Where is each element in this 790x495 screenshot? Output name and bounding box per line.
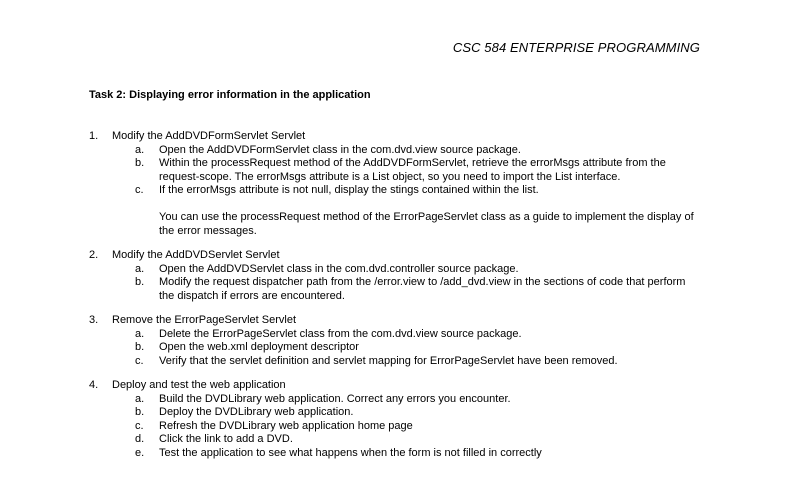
substep — [89, 406, 699, 420]
substep — [89, 184, 699, 198]
substep-letter: c. — [135, 419, 144, 432]
substep-letter: e. — [135, 446, 145, 459]
substep-list — [89, 393, 699, 461]
step-number: 2. — [89, 249, 99, 261]
substep-letter: a. — [135, 262, 145, 275]
substep-letter: b. — [135, 276, 145, 288]
substep — [89, 341, 699, 355]
substep-letter: b. — [135, 157, 145, 169]
substep-letter: c. — [135, 184, 144, 196]
substep — [89, 420, 699, 434]
step-1 — [89, 130, 699, 238]
substep-list — [89, 328, 699, 369]
substep-letter: b. — [135, 406, 145, 418]
substep — [89, 393, 699, 407]
step-title: Remove the ErrorPageServlet Servlet — [112, 314, 297, 326]
substep-text: Test the application to see what happens when the form is not filled in correctly — [159, 446, 542, 459]
substep-text: Open the AddDVDServlet class in the com.dvd.controller source package. — [159, 262, 519, 275]
step-note: You can use the processRequest method of the ErrorPageServlet class as a guide to implement the display of the error messages. — [159, 211, 694, 237]
substep-text: Within the processRequest method of the AddDVDFormServlet, retrieve the errorMsgs attribute from the request-scope. The errorMsgs attribute is a List object, so you need to import the List interface. — [159, 157, 666, 183]
substep — [89, 144, 699, 158]
substep-text: Build the DVDLibrary web application. Correct any errors you encounter. — [159, 392, 511, 405]
substep-text: Open the AddDVDFormServlet class in the com.dvd.view source package. — [159, 143, 521, 156]
substep-text: Deploy the DVDLibrary web application. — [159, 406, 354, 418]
step-title: Modify the AddDVDFormServlet Servlet — [112, 130, 306, 142]
substep-letter: a. — [135, 143, 145, 156]
substep — [89, 263, 699, 277]
step-number: 1. — [89, 130, 99, 142]
substep-text: Open the web.xml deployment descriptor — [159, 341, 359, 353]
substep-text: Verify that the servlet definition and servlet mapping for ErrorPageServlet have been removed. — [159, 354, 618, 367]
substep-list — [89, 144, 699, 198]
step-number: 4. — [89, 379, 99, 391]
course-header: CSC 584 ENTERPRISE PROGRAMMING — [452, 40, 700, 55]
substep — [89, 355, 699, 369]
substep-letter: c. — [135, 354, 144, 367]
step-title: Modify the AddDVDServlet Servlet — [112, 249, 280, 261]
substep-list — [89, 263, 699, 304]
substep — [89, 276, 699, 303]
task-title: Task 2: Displaying error information in the application — [89, 89, 371, 101]
substep — [89, 447, 699, 461]
step-4 — [89, 379, 699, 460]
substep-letter: b. — [135, 341, 145, 353]
substep-text: If the errorMsgs attribute is not null, display the stings contained within the list. — [159, 184, 539, 196]
substep-text: Refresh the DVDLibrary web application home page — [159, 419, 413, 432]
step-number: 3. — [89, 314, 99, 326]
step-list — [89, 130, 699, 471]
substep-text: Click the link to add a DVD. — [159, 433, 293, 445]
substep-letter: d. — [135, 433, 145, 445]
substep-text: Modify the request dispatcher path from the /error.view to /add_dvd.view in the sections of code that perform the dispatch if errors are encountered. — [159, 276, 686, 302]
substep — [89, 157, 699, 184]
substep — [89, 433, 699, 447]
substep-letter: a. — [135, 392, 145, 405]
substep-letter: a. — [135, 327, 145, 340]
step-3 — [89, 314, 699, 368]
substep — [89, 328, 699, 342]
step-2 — [89, 249, 699, 303]
step-title: Deploy and test the web application — [112, 379, 286, 391]
substep-text: Delete the ErrorPageServlet class from the com.dvd.view source package. — [159, 327, 522, 340]
